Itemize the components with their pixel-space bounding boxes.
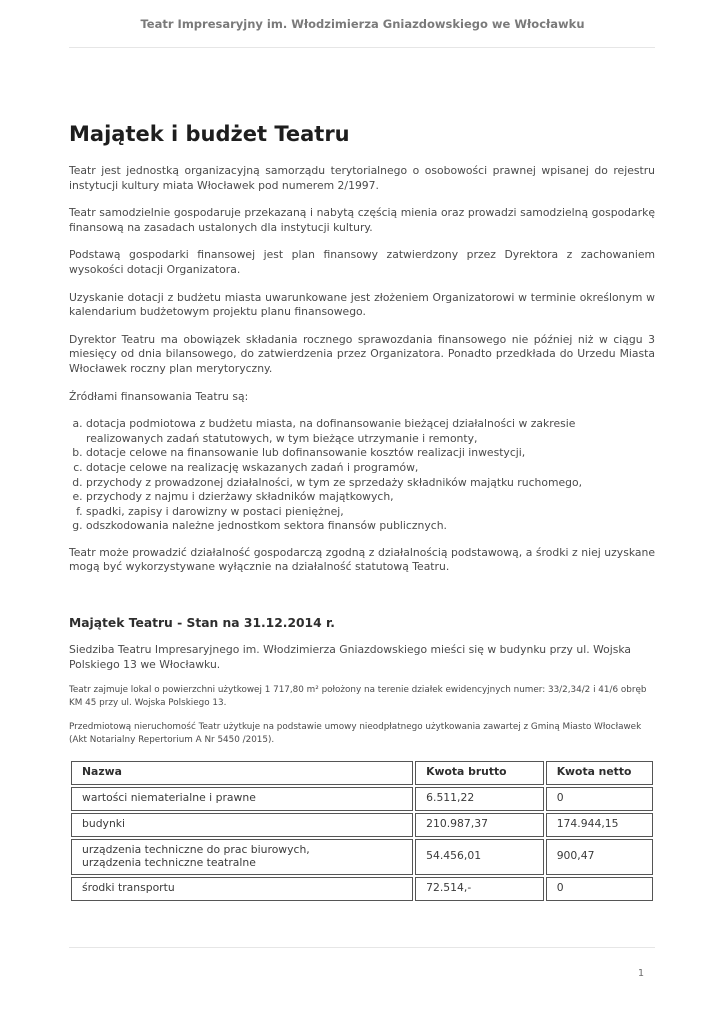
table-row — [71, 877, 653, 901]
seat-paragraph: Siedziba Teatru Impresaryjnego im. Włodzimierza Gniazdowskiego mieści się w budynku przy ul. Wojska Polskiego 13 we Włocławku. — [69, 643, 632, 671]
assets-heading: Majątek Teatru - Stan na 31.12.2014 r. — [69, 616, 335, 631]
list-item: e. przychody z najmu i dzierżawy składników majątkowych, — [86, 490, 655, 505]
property-paragraph: Przedmiotową nieruchomość Teatr użytkuje na podstawie umowy nieodpłatnego użytkowania zawartej z Gminą Miasto Włocławek (Akt Notarialny Repertorium A Nr 5450 /2015). — [69, 722, 642, 746]
closing-paragraph: Teatr może prowadzić działalność gospodarczą zgodną z działalnością podstawową, a środki z niej uzyskane mogą być wykorzystywane wyłącznie na działalność statutową Teatru. — [69, 545, 655, 574]
net-amount-cell: 0 — [546, 787, 653, 811]
column-header-net: Kwota netto — [546, 761, 653, 785]
footer-divider — [69, 947, 655, 948]
list-item: d. przychody z prowadzonej działalności, w tym ze sprzedaży składników majątku ruchomego, — [86, 476, 655, 491]
asset-name-cell: budynki — [71, 813, 413, 837]
intro-paragraph: Teatr jest jednostką organizacyjną samorządu terytorialnego o osobowości prawnej wpisanej do rejestru instytucji kultury miata Włocławek pod numerem 2/1997. — [69, 164, 655, 192]
table-row — [71, 787, 653, 811]
column-header-name: Nazwa — [71, 761, 413, 785]
header-divider — [69, 47, 655, 48]
net-amount-cell: 900,47 — [546, 839, 653, 875]
funding-sources-list — [69, 417, 655, 534]
column-header-gross: Kwota brutto — [415, 761, 544, 785]
intro-paragraph: Uzyskanie dotacji z budżetu miasta uwarunkowane jest złożeniem Organizatorowi w terminie określonym w kalendarium budżetowym projektu planu finansowego. — [69, 290, 655, 319]
intro-section — [69, 164, 655, 404]
asset-name-line: urządzenia techniczne do prac biurowych, — [82, 843, 310, 857]
page-title: Majątek i budżet Teatru — [69, 122, 350, 146]
intro-paragraph: Dyrektor Teatru ma obowiązek składania rocznego sprawozdania finansowego nie później niż w ciągu 3 miesięcy od dnia bilansowego, do zatwierdzenia przez Organizatora. Ponadto przedkłada do Urzedu Miasta Włocławek roczny plan merytoryczny. — [69, 332, 655, 375]
list-item: g. odszkodowania należne jednostkom sektora finansów publicznych. — [86, 519, 655, 534]
funding-sources-lead: Źródłami finansowania Teatru są: — [69, 389, 249, 403]
list-item: b. dotacje celowe na finansowanie lub dofinansowanie kosztów realizacji inwestycji, — [86, 446, 655, 461]
assets-table — [69, 759, 655, 903]
premises-paragraph: Teatr zajmuje lokal o powierzchni użytkowej 1 717,80 m² położony na terenie działek ewidencyjnych numer: 33/2,34/2 i 41/6 obręb KM 45 przy ul. Wojska Polskiego 13. — [69, 685, 647, 708]
list-item: a. dotacja podmiotowa z budżetu miasta, na dofinansowanie bieżącej działalności w zakresie realizowanych zadań statutowych, w tym bieżące utrzymanie i remonty, — [86, 417, 655, 446]
table-row — [71, 839, 653, 875]
gross-amount-cell: 6.511,22 — [415, 787, 544, 811]
document-body — [69, 118, 655, 903]
table-header-row — [71, 761, 653, 785]
asset-name-cell — [71, 839, 413, 875]
net-amount-cell: 174.944,15 — [546, 813, 653, 837]
list-item: f. spadki, zapisy i darowizny w postaci pieniężnej, — [86, 505, 655, 520]
gross-amount-cell: 54.456,01 — [415, 839, 544, 875]
page-number: 1 — [638, 968, 645, 979]
intro-paragraph: Teatr samodzielnie gospodaruje przekazaną i nabytą częścią mienia oraz prowadzi samodzielną gospodarkę finansową na zasadach ustalonych dla instytucji kultury. — [69, 206, 655, 234]
table-row — [71, 813, 653, 837]
gross-amount-cell: 210.987,37 — [415, 813, 544, 837]
list-item: c. dotacje celowe na realizację wskazanych zadań i programów, — [86, 461, 655, 476]
assets-section — [69, 615, 655, 903]
asset-name-cell: środki transportu — [71, 877, 413, 901]
asset-name-line: urządzenia techniczne teatralne — [82, 855, 256, 869]
gross-amount-cell: 72.514,- — [415, 877, 544, 901]
intro-paragraph: Podstawą gospodarki finansowej jest plan finansowy zatwierdzony przez Dyrektora z zachowaniem wysokości dotacji Organizatora. — [69, 248, 655, 276]
asset-name-cell: wartości niematerialne i prawne — [71, 787, 413, 811]
net-amount-cell: 0 — [546, 877, 653, 901]
running-header: Teatr Impresaryjny im. Włodzimierza Gniazdowskiego we Włocławku — [140, 17, 585, 31]
